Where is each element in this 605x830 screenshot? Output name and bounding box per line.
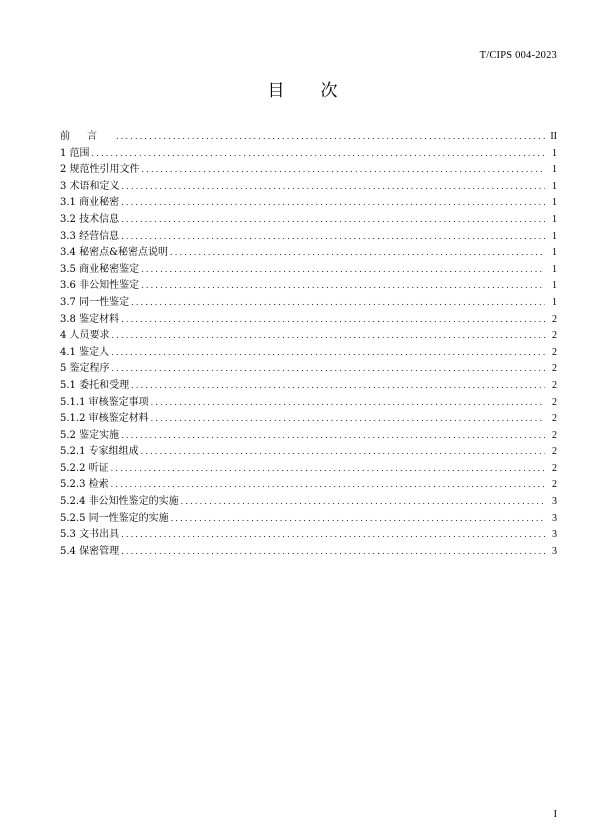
toc-entry-label: 5.2.3 检索 bbox=[60, 479, 109, 491]
toc-entry-label: 3.4 秘密点&秘密点说明 bbox=[60, 247, 168, 259]
toc-entry-page: 2 bbox=[552, 363, 557, 375]
page-title: 目次 bbox=[267, 81, 374, 101]
toc-leader-dots bbox=[131, 295, 545, 312]
toc-entry-label: 3.2 技术信息 bbox=[60, 213, 120, 225]
toc-entry-page: 1 bbox=[552, 296, 557, 308]
toc-entry-page: 3 bbox=[552, 512, 557, 524]
toc-leader-dots bbox=[131, 378, 545, 395]
toc-entry[interactable] bbox=[60, 262, 557, 279]
toc-leader-dots bbox=[111, 477, 545, 494]
toc-entry[interactable] bbox=[60, 328, 557, 345]
toc-entry-page: 1 bbox=[552, 213, 557, 225]
toc-entry-page: 2 bbox=[552, 413, 557, 425]
toc-leader-dots bbox=[121, 195, 545, 212]
footer-page-number: I bbox=[553, 809, 557, 820]
toc-entry-label: 5 鉴定程序 bbox=[60, 363, 110, 375]
document-code: T/CIPS 004-2023 bbox=[479, 50, 557, 61]
toc-entry[interactable] bbox=[60, 527, 557, 544]
toc-entry-label: 5.2.5 同一性鉴定的实施 bbox=[60, 512, 169, 524]
toc-entry-label: 5.4 保密管理 bbox=[60, 545, 120, 557]
toc-entry[interactable] bbox=[60, 295, 557, 312]
toc-entry[interactable] bbox=[60, 361, 557, 378]
toc-entry[interactable] bbox=[60, 229, 557, 246]
toc-entry-page: 2 bbox=[552, 446, 557, 458]
toc-entry-label: 3.7 同一性鉴定 bbox=[60, 296, 130, 308]
toc-entry-page: 3 bbox=[552, 496, 557, 508]
toc-leader-dots bbox=[121, 229, 545, 246]
toc-entry-label: 5.2.2 听证 bbox=[60, 462, 109, 474]
toc-leader-dots bbox=[141, 444, 545, 461]
toc-leader-dots bbox=[121, 212, 545, 229]
toc-entry-page: 2 bbox=[552, 396, 557, 408]
toc-entry[interactable] bbox=[60, 245, 557, 262]
toc-leader-dots bbox=[121, 544, 545, 561]
toc-entry-page: 1 bbox=[552, 280, 557, 292]
toc-entry-label: 3.8 鉴定材料 bbox=[60, 313, 120, 325]
toc-entry-label: 5.2.4 非公知性鉴定的实施 bbox=[60, 496, 179, 508]
toc-entry-page: 1 bbox=[552, 247, 557, 259]
toc-entry-label: 5.3 文书出具 bbox=[60, 529, 120, 541]
toc-entry-page: 1 bbox=[552, 263, 557, 275]
toc-leader-dots bbox=[142, 162, 545, 179]
toc-entry[interactable] bbox=[60, 179, 557, 196]
toc-leader-dots bbox=[171, 511, 545, 528]
toc-leader-dots bbox=[121, 312, 545, 329]
toc-entry[interactable] bbox=[60, 461, 557, 478]
toc-entry[interactable] bbox=[60, 378, 557, 395]
toc-entry-label: 5.2.1 专家组组成 bbox=[60, 446, 139, 458]
toc-leader-dots bbox=[141, 278, 545, 295]
toc-entry-label: 3.3 经营信息 bbox=[60, 230, 120, 242]
toc-leader-dots bbox=[112, 328, 545, 345]
toc-entry-label: 前言 bbox=[60, 131, 114, 142]
toc-entry[interactable] bbox=[60, 477, 557, 494]
toc-entry-label: 3 术语和定义 bbox=[60, 180, 120, 192]
toc-entry-label: 2 规范性引用文件 bbox=[60, 164, 140, 176]
toc-leader-dots bbox=[141, 262, 545, 279]
toc-entry-label: 3.5 商业秘密鉴定 bbox=[60, 263, 140, 275]
toc-entry[interactable] bbox=[60, 212, 557, 229]
toc-leader-dots bbox=[151, 395, 545, 412]
toc-leader-dots bbox=[111, 461, 545, 478]
toc-entry-page: 2 bbox=[552, 330, 557, 342]
toc-entry-label: 3.1 商业秘密 bbox=[60, 197, 120, 209]
toc-entry-label: 5.1 委托和受理 bbox=[60, 379, 130, 391]
toc-leader-dots bbox=[111, 345, 545, 362]
toc-leader-dots bbox=[170, 245, 545, 262]
table-of-contents bbox=[60, 129, 557, 560]
toc-entry[interactable] bbox=[60, 129, 557, 146]
toc-entry[interactable] bbox=[60, 395, 557, 412]
toc-entry-page: 2 bbox=[552, 429, 557, 441]
toc-entry-label: 5.1.2 审核鉴定材料 bbox=[60, 413, 149, 425]
toc-entry[interactable] bbox=[60, 345, 557, 362]
toc-leader-dots bbox=[121, 428, 545, 445]
toc-entry-label: 4 人员要求 bbox=[60, 330, 110, 342]
toc-entry[interactable] bbox=[60, 444, 557, 461]
toc-entry[interactable] bbox=[60, 428, 557, 445]
toc-entry[interactable] bbox=[60, 312, 557, 329]
toc-entry[interactable] bbox=[60, 411, 557, 428]
toc-entry-page: 2 bbox=[552, 462, 557, 474]
toc-entry[interactable] bbox=[60, 544, 557, 561]
toc-entry-label: 5.2 鉴定实施 bbox=[60, 429, 120, 441]
toc-entry-label: 4.1 鉴定人 bbox=[60, 346, 110, 358]
toc-leader-dots bbox=[181, 494, 545, 511]
toc-entry-page: 1 bbox=[552, 147, 557, 159]
toc-entry[interactable] bbox=[60, 146, 557, 163]
toc-entry[interactable] bbox=[60, 162, 557, 179]
toc-leader-dots bbox=[92, 146, 545, 163]
toc-entry[interactable] bbox=[60, 494, 557, 511]
toc-entry-page: 1 bbox=[552, 180, 557, 192]
toc-entry[interactable] bbox=[60, 511, 557, 528]
toc-entry-page: 2 bbox=[552, 479, 557, 491]
toc-entry-page: 2 bbox=[552, 313, 557, 325]
toc-entry-page: 2 bbox=[552, 379, 557, 391]
toc-entry[interactable] bbox=[60, 195, 557, 212]
toc-leader-dots bbox=[112, 361, 545, 378]
toc-entry-page: II bbox=[550, 131, 557, 142]
toc-leader-dots bbox=[121, 527, 545, 544]
toc-entry-page: 1 bbox=[552, 197, 557, 209]
toc-entry-page: 1 bbox=[552, 164, 557, 176]
toc-entry-page: 3 bbox=[552, 529, 557, 541]
toc-entry[interactable] bbox=[60, 278, 557, 295]
toc-entry-page: 3 bbox=[552, 545, 557, 557]
toc-entry-label: 5.1.1 审核鉴定事项 bbox=[60, 396, 149, 408]
toc-leader-dots bbox=[122, 179, 545, 196]
toc-leader-dots bbox=[151, 411, 545, 428]
toc-entry-page: 1 bbox=[552, 230, 557, 242]
toc-entry-label: 3.6 非公知性鉴定 bbox=[60, 280, 140, 292]
toc-leader-dots bbox=[116, 129, 545, 146]
toc-entry-label: 1 范围 bbox=[60, 147, 90, 159]
toc-entry-page: 2 bbox=[552, 346, 557, 358]
